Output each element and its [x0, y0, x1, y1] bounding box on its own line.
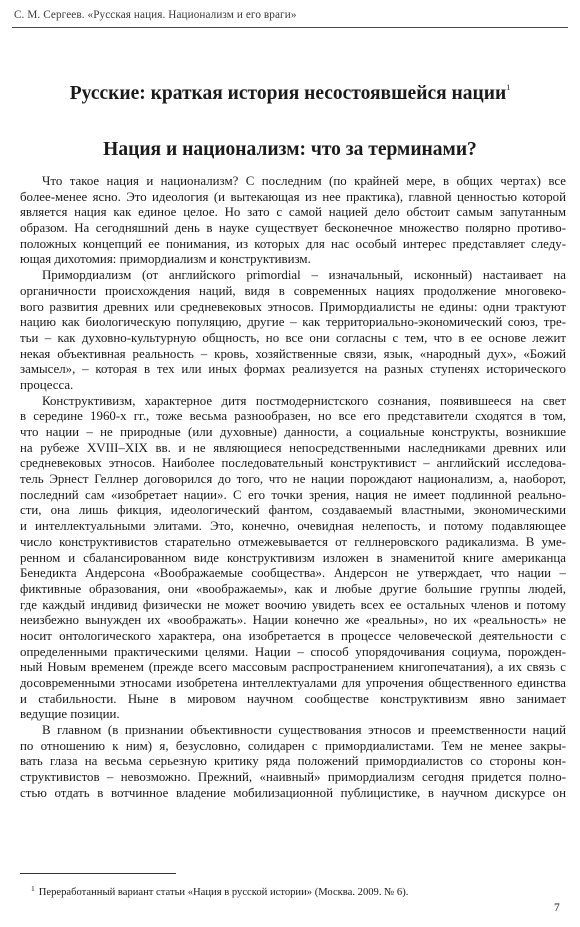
text-line: Примордиализм (от английского primordial – изначальный, исконный) настаивает на — [42, 268, 566, 283]
text-line: досовременными этносами изобретена интеллектуалами для упрочения общественного единства — [20, 676, 566, 690]
text-line: ведущие позиции. — [20, 707, 120, 722]
text-line: нацию как биологическую популяцию, другие – как территориально-экономический союз, тре- — [20, 315, 566, 330]
text-line: некая объективная реальность – кровь, хозяйственные связи, язык, «народный дух», «Божий — [20, 346, 566, 361]
footnote-divider — [20, 873, 176, 874]
chapter-title — [0, 83, 580, 105]
body-text — [20, 174, 566, 802]
text-line: на рубеже XVIII–XIX вв. и не являющиеся непосредственными наследниками древних или — [20, 440, 566, 455]
running-header: С. М. Сергеев. «Русская нация. Национализм и его враги» — [14, 9, 297, 21]
title-footnote-marker: 1 — [506, 83, 511, 92]
text-line: тель Эрнест Геллнер договорился до того, что не нации порождают национализм, а, наоборот, — [20, 472, 566, 487]
chapter-title-text: Русские: краткая история несостоявшейся нации — [69, 83, 507, 104]
text-line: носит онтологического характера, она изобретается в процессе человеческой деятельности с — [20, 628, 566, 643]
text-line: является нация как единое целое. Но зато с самой нацией дело обстоит самым запутанным — [20, 205, 566, 220]
header-divider — [12, 27, 568, 28]
page-number: 7 — [554, 902, 560, 914]
text-line: процесса. — [20, 377, 74, 392]
text-line: средневековых этносов. Наиболее последовательный конструктивист – английский исследова- — [20, 456, 566, 471]
footnote-text: Переработанный вариант статьи «Нация в русской истории» (Москва. 2009. № 6). — [38, 887, 409, 898]
text-line: структивистов – невозможно. Прежний, «наивный» примордиализм сегодня придется полно- — [20, 770, 566, 785]
text-line: по отношению к ним) я, безусловно, солидарен с примордиалистами. Тем не менее закры- — [20, 738, 566, 753]
text-line: определенными практическими целями. Нации – способ упорядочивания социума, порожден- — [20, 644, 566, 659]
footnote — [31, 884, 551, 898]
text-line: тьи – как духовно-культурную общность, но все они согласны с тем, что в ее основе лежит — [20, 330, 566, 345]
text-line: вого развития древних или средневековых этносов. Примордиалисты не едины: одни трактуют — [20, 299, 566, 314]
text-line: что нации – не природные (или духовные) данности, а социальные конструкты, возникшие — [20, 425, 566, 439]
text-line: замысел», – которая в тех или иных формах реализуется на разных ступенях исторического — [20, 362, 566, 377]
footnote-marker: 1 — [31, 884, 35, 893]
text-line: и интеллектуальными элитами. Это, конечно, очевидная нелепость, и потому подавляющее — [20, 519, 566, 534]
text-line: Что такое нация и национализм? С последним (по крайней мере, в общих чертах) все — [42, 174, 566, 188]
text-line: ный Новым временем (прежде всего массовым распространением книгопечатания), а их связь с — [20, 660, 566, 675]
text-line: В главном (в признании объективности существования этносов и преемственности наций — [42, 723, 566, 738]
text-line: и стабильности. Ныне в мировом научном сообществе конструктивизм явно занимает — [20, 691, 566, 706]
text-line: ренном и сбалансированном виде конструктивизм изложен в знаменитой книге американца — [20, 550, 566, 565]
text-line: ющая дихотомия: примордиализм и конструктивизм. — [20, 252, 311, 267]
text-line: где каждый индивид физически не может воочию увидеть всех ее остальных членов и потому — [20, 597, 566, 612]
text-line: сти, она лишь фикция, идеологический фантом, создаваемый властными, экономическими — [20, 503, 566, 518]
text-line: вать глаза на весьма серьезную критику ряда положений примордиалистов со стороны кон- — [20, 754, 566, 769]
text-line: последний сам «изобретает нации». С его точки зрения, нация не имеет подлинной реально- — [20, 487, 566, 502]
text-line: образом. На сегодняшний день в науке существует бесконечное множество полярно противо- — [20, 221, 566, 236]
text-line: Бенедикта Андерсона «Воображаемые сообщества». Андерсон не утверждает, что нации – — [20, 566, 566, 581]
text-line: неизбежно вынужден их «воображать». Нации конечно же «реальны», но их «реальность» не — [20, 613, 566, 628]
text-line: положных концепций ее понимания, из которых для нас особый интерес представляет следу- — [20, 236, 566, 251]
text-line: стью отдать в вотчинное владение мобилизационной публицистике, в научном дискурсе он — [20, 785, 566, 800]
text-line: в середине 1960-х гг., тоже весьма разнообразен, но все его представители сходятся в том, — [20, 409, 566, 424]
text-line: Конструктивизм, характерное дитя постмодернистского сознания, появившееся на свет — [42, 393, 566, 408]
text-line: органичности происхождения наций, видя в современных нациях продолжение многовеко- — [20, 283, 566, 298]
section-title: Нация и национализм: что за терминами? — [103, 139, 477, 160]
text-line: фиктивные образования, они «воображаемы», как и любые другие большие группы людей, — [20, 581, 566, 596]
text-line: более-менее ясно. Это идеология (и вытекающая из нее практика), главной ценностью которой — [20, 189, 566, 204]
text-line: число конструктивистов старательно отмежевывается от геллнеровского радикализма. В уме- — [20, 534, 566, 549]
